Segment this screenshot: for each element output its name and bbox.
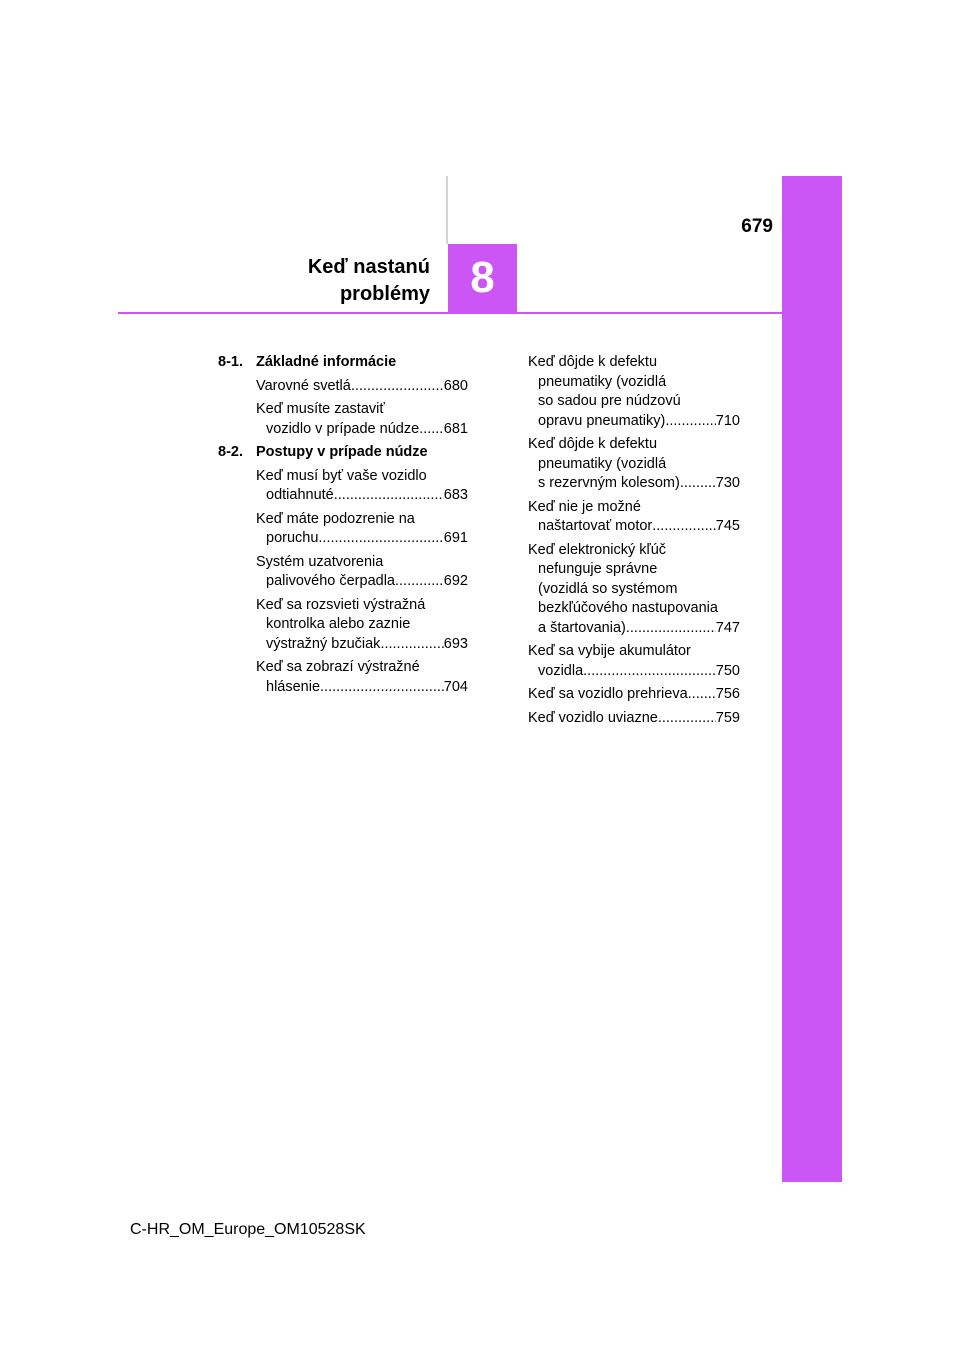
toc-section-heading	[218, 353, 468, 373]
toc-entry-text: poruchu	[266, 530, 319, 546]
toc-leader-dots	[419, 420, 444, 440]
toc-page-number: 747	[715, 619, 740, 636]
toc-entry[interactable]	[256, 553, 468, 592]
toc-left-column	[218, 353, 468, 701]
toc-entry[interactable]	[256, 596, 468, 655]
toc-entry-line	[528, 709, 740, 729]
toc-entry-line: nefunguje správne	[538, 561, 658, 577]
chapter-number-badge	[448, 244, 517, 312]
toc-right-column	[528, 353, 740, 732]
toc-entry[interactable]	[256, 467, 468, 506]
toc-entry-line: Keď nie je možné	[528, 498, 641, 515]
chapter-title	[200, 254, 430, 308]
toc-entry-line: pneumatiky (vozidlá	[538, 373, 667, 390]
toc-page-number: 683	[443, 487, 468, 503]
toc-entry-line	[528, 662, 740, 682]
chapter-title-line-1: Keď nastanú	[307, 256, 430, 278]
toc-entry-text: a štartovania)	[538, 619, 626, 636]
toc-section-number: 8-1.	[218, 354, 243, 370]
toc-entry-line: Keď musíte zastaviť	[256, 401, 385, 417]
toc-leader-dots	[320, 678, 444, 698]
toc-entry-line: Keď elektronický kľúč	[528, 541, 667, 558]
toc-section-title: Základné informácie	[256, 354, 397, 370]
header-vertical-divider	[446, 176, 448, 244]
chapter-side-tab	[782, 176, 842, 1182]
toc-entry-line	[256, 486, 468, 506]
toc-entry[interactable]	[528, 498, 740, 537]
toc-page-number: 730	[715, 475, 740, 491]
toc-entry-line	[256, 529, 468, 549]
toc-entry-text: palivového čerpadla	[266, 573, 395, 589]
toc-entry[interactable]	[528, 353, 740, 431]
toc-entry[interactable]	[528, 642, 740, 681]
toc-leader-dots	[688, 685, 716, 705]
toc-entry-line: Keď musí byť vaše vozidlo	[256, 467, 427, 484]
toc-entry-line: (vozidlá so systémom	[538, 580, 678, 597]
toc-section-heading	[218, 443, 468, 463]
toc-leader-dots	[351, 377, 444, 397]
toc-entry-line	[256, 635, 468, 655]
toc-entry-line	[528, 517, 740, 537]
toc-entry-line: pneumatiky (vozidlá	[538, 455, 667, 472]
toc-page-number: 704	[443, 678, 468, 695]
toc-entry-line	[256, 377, 468, 397]
toc-leader-dots	[680, 474, 716, 494]
chapter-number: 8	[470, 253, 495, 302]
toc-entry-line: Keď dôjde k defektu	[528, 354, 658, 370]
toc-leader-dots	[318, 529, 443, 549]
toc-page-number: 693	[443, 635, 468, 652]
toc-entry-line: Keď sa vybije akumulátor	[528, 643, 691, 659]
toc-entry-line	[256, 678, 468, 698]
toc-entry-text: s rezervným kolesom)	[538, 475, 680, 491]
toc-page-number: 750	[715, 662, 740, 679]
toc-entry-text: vozidla	[538, 662, 584, 679]
toc-entry[interactable]	[528, 435, 740, 494]
toc-entry[interactable]	[528, 709, 740, 729]
chapter-title-line-2: problémy	[339, 283, 430, 305]
toc-page-number: 710	[715, 412, 740, 429]
toc-entry-text: Keď vozidlo uviazne	[528, 709, 658, 726]
toc-leader-dots	[395, 572, 444, 592]
header-divider-line	[118, 312, 782, 314]
toc-entry[interactable]	[528, 541, 740, 639]
toc-entry-text: výstražný bzučiak	[266, 635, 381, 652]
toc-entry-line	[528, 619, 740, 639]
toc-page-number: 681	[443, 420, 468, 437]
toc-entry[interactable]	[528, 685, 740, 705]
toc-page-number: 756	[715, 686, 740, 702]
toc-section-title: Postupy v prípade núdze	[256, 444, 428, 460]
toc-entry[interactable]	[256, 658, 468, 697]
toc-page-number: 691	[443, 530, 468, 546]
toc-leader-dots	[658, 709, 716, 729]
toc-entry-line: Keď dôjde k defektu	[528, 436, 658, 452]
toc-entry-text: hlásenie	[266, 678, 321, 695]
toc-page-number: 759	[715, 709, 740, 726]
toc-leader-dots	[652, 517, 716, 537]
toc-entry-line: bezkľúčového nastupovania	[538, 600, 718, 616]
toc-leader-dots	[665, 412, 715, 432]
toc-entry-text: odtiahnuté	[266, 487, 334, 503]
toc-entry[interactable]	[256, 400, 468, 439]
toc-page-number: 680	[443, 377, 468, 394]
toc-entry-text: opravu pneumatiky)	[538, 412, 666, 429]
toc-page-number: 745	[715, 518, 740, 534]
toc-entry-line: Keď máte podozrenie na	[256, 510, 415, 527]
page-number: 679	[741, 216, 773, 237]
toc-entry-line	[256, 420, 468, 440]
toc-leader-dots	[334, 486, 444, 506]
toc-entry[interactable]	[256, 510, 468, 549]
toc-entry-line: kontrolka alebo zaznie	[266, 616, 411, 632]
toc-leader-dots	[380, 635, 443, 655]
toc-entry-line: so sadou pre núdzovú	[538, 393, 681, 409]
toc-entry-text: Varovné svetlá	[256, 377, 351, 394]
document-footer: C-HR_OM_Europe_OM10528SK	[130, 1221, 366, 1238]
toc-page-number: 692	[443, 573, 468, 589]
toc-leader-dots	[583, 662, 716, 682]
toc-entry-text: naštartovať motor	[538, 518, 653, 534]
toc-entry-line	[256, 572, 468, 592]
toc-entry-line: Systém uzatvorenia	[256, 553, 384, 570]
toc-entry-line	[528, 412, 740, 432]
toc-entry-line	[528, 474, 740, 494]
toc-entry-line	[528, 685, 740, 705]
toc-entry[interactable]	[256, 377, 468, 397]
toc-entry-text: vozidlo v prípade núdze	[266, 420, 420, 437]
toc-entry-text: Keď sa vozidlo prehrieva	[528, 686, 688, 702]
toc-entry-line: Keď sa rozsvieti výstražná	[256, 596, 426, 613]
toc-section-number: 8-2.	[218, 444, 243, 460]
toc-leader-dots	[626, 619, 716, 639]
toc-entry-line: Keď sa zobrazí výstražné	[256, 659, 420, 675]
